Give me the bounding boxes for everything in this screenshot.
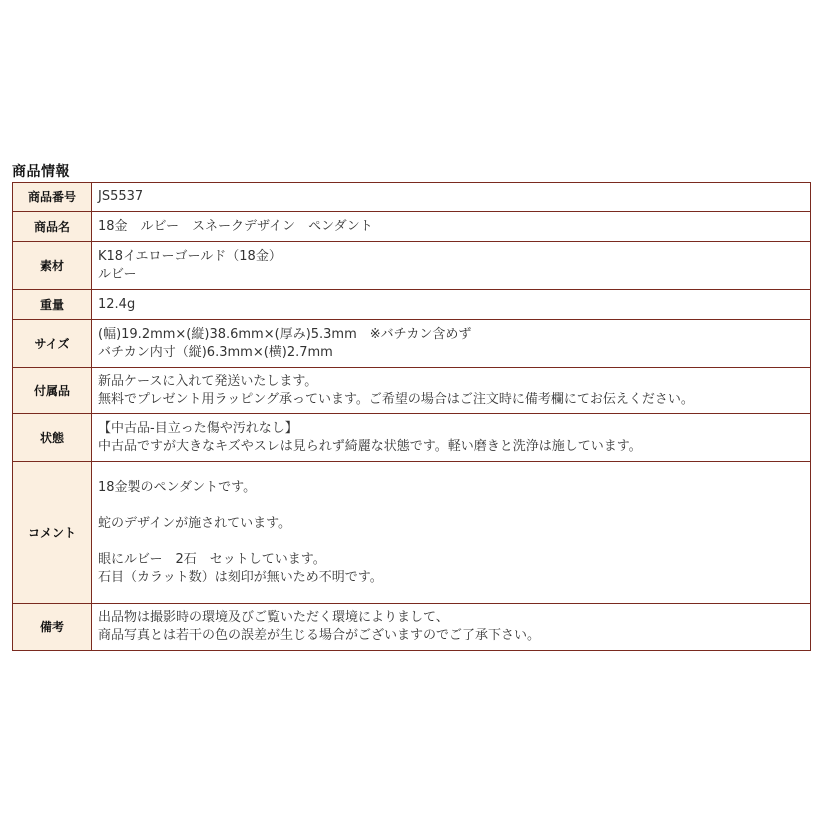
value-line: 18金 ルビー スネークデザイン ペンダント	[98, 218, 373, 234]
value-product-name	[92, 212, 811, 242]
product-info-table	[12, 182, 811, 651]
value-line: 【中古品-目立った傷や汚れなし】	[98, 420, 298, 436]
value-line: (幅)19.2mm×(縦)38.6mm×(厚み)5.3mm ※バチカン含めず	[98, 326, 472, 342]
value-line: 無料でプレゼント用ラッピング承っています。ご希望の場合はご注文時に備考欄にてお伝えください。	[98, 391, 694, 407]
value-weight	[92, 290, 811, 320]
label-size: サイズ	[13, 320, 92, 368]
value-material	[92, 242, 811, 290]
value-line: 出品物は撮影時の環境及びご覧いただく環境によりまして、	[98, 610, 449, 625]
table-row-remarks	[13, 604, 811, 651]
label-material: 素材	[13, 242, 92, 290]
value-accessories	[92, 368, 811, 414]
section-title: 商品情報	[12, 164, 70, 180]
value-line: 蛇のデザインが施されています。	[98, 515, 292, 531]
table-row-size	[13, 320, 811, 368]
table-row-accessories	[13, 368, 811, 414]
table-row-weight	[13, 290, 811, 320]
label-comment: コメント	[13, 462, 92, 604]
table-row-material	[13, 242, 811, 290]
blank-line	[98, 533, 804, 551]
table-row-product-number	[13, 183, 811, 212]
label-condition: 状態	[13, 414, 92, 462]
label-product-name: 商品名	[13, 212, 92, 242]
value-line: 商品写真とは若干の色の誤差が生じる場合がございますのでご了承下さい。	[98, 628, 541, 643]
value-comment	[92, 462, 811, 604]
value-condition	[92, 414, 811, 462]
value-line: 中古品ですが大きなキズやスレは見られず綺麗な状態です。軽い磨きと洗浄は施しています。	[98, 438, 642, 454]
label-product-number: 商品番号	[13, 183, 92, 212]
value-line: K18イエローゴールド（18金）	[98, 248, 282, 264]
value-line: バチカン内寸（縦)6.3mm×(横)2.7mm	[98, 344, 333, 360]
table-row-condition	[13, 414, 811, 462]
value-product-number	[92, 183, 811, 212]
value-line: 石目（カラット数）は刻印が無いため不明です。	[98, 569, 383, 585]
value-line: 眼にルビー 2石 セットしています。	[98, 551, 326, 567]
label-weight: 重量	[13, 290, 92, 320]
table-row-product-name	[13, 212, 811, 242]
value-line: ルビー	[98, 266, 137, 282]
table-row-comment	[13, 462, 811, 604]
label-remarks: 備考	[13, 604, 92, 651]
value-line: 12.4g	[98, 296, 136, 312]
value-remarks	[92, 604, 811, 651]
label-accessories: 付属品	[13, 368, 92, 414]
value-line: 18金製のペンダントです。	[98, 479, 257, 495]
value-line: 新品ケースに入れて発送いたします。	[98, 373, 318, 389]
value-size	[92, 320, 811, 368]
value-line: JS5537	[98, 189, 144, 204]
blank-line	[98, 497, 804, 515]
